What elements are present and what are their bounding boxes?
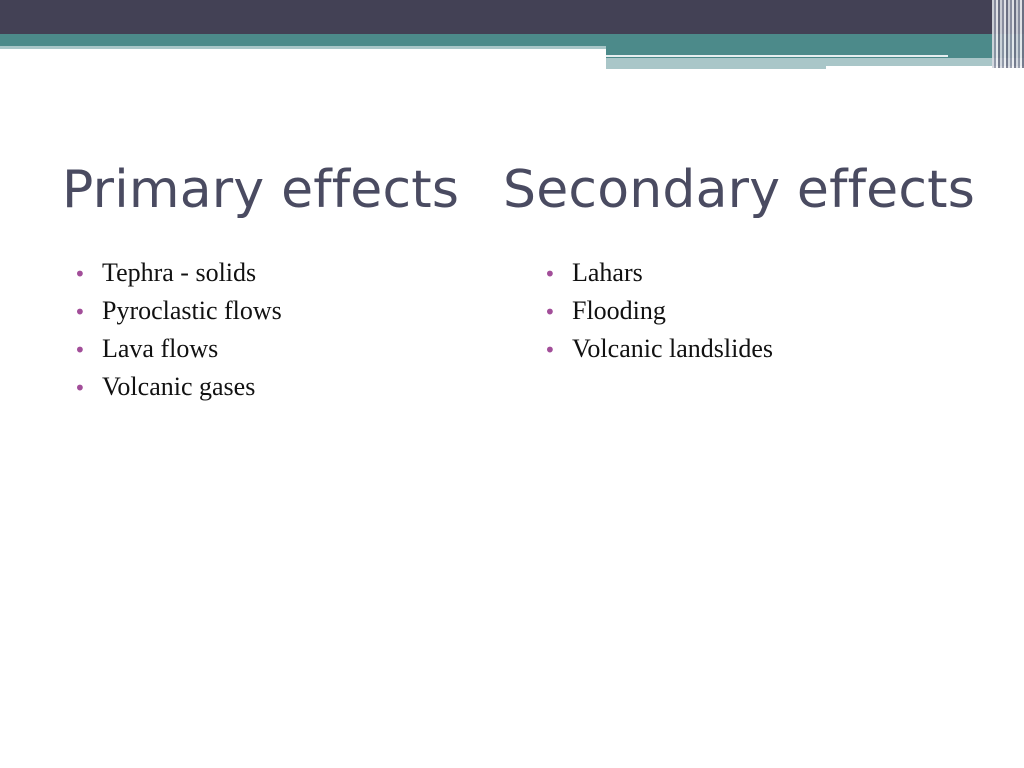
- primary-column: [62, 158, 492, 222]
- list-item-text: Volcanic gases: [102, 372, 256, 401]
- header-stripes: [992, 0, 1024, 68]
- bullet-dot-icon: •: [74, 376, 86, 400]
- list-item: [544, 334, 773, 372]
- list-item-text: Pyroclastic flows: [102, 296, 282, 325]
- bullet-dot-icon: •: [544, 262, 556, 286]
- header-band-light: [0, 46, 606, 49]
- secondary-heading: Secondary effects: [503, 160, 975, 220]
- list-item: [74, 334, 282, 372]
- list-item-text: Lahars: [572, 258, 643, 287]
- bullet-dot-icon: •: [74, 338, 86, 362]
- secondary-list: [544, 258, 773, 372]
- header-band-dark: [0, 0, 1024, 34]
- bullet-dot-icon: •: [74, 300, 86, 324]
- list-item: [74, 372, 282, 410]
- list-item: [74, 296, 282, 334]
- header-band-right-low: [606, 64, 826, 69]
- primary-list: [74, 258, 282, 410]
- bullet-dot-icon: •: [544, 338, 556, 362]
- list-item: [544, 296, 773, 334]
- list-item-text: Lava flows: [102, 334, 219, 363]
- list-item-text: Flooding: [572, 296, 666, 325]
- bullet-dot-icon: •: [544, 300, 556, 324]
- list-item: [544, 258, 773, 296]
- list-item: [74, 258, 282, 296]
- bullet-dot-icon: •: [74, 262, 86, 286]
- list-item-text: Volcanic landslides: [572, 334, 773, 363]
- header-band-teal: [0, 34, 1024, 46]
- header-band-right-highlight: [606, 55, 948, 57]
- primary-heading: Primary effects: [62, 160, 460, 220]
- list-item-text: Tephra - solids: [102, 258, 257, 287]
- secondary-column: [503, 158, 1003, 222]
